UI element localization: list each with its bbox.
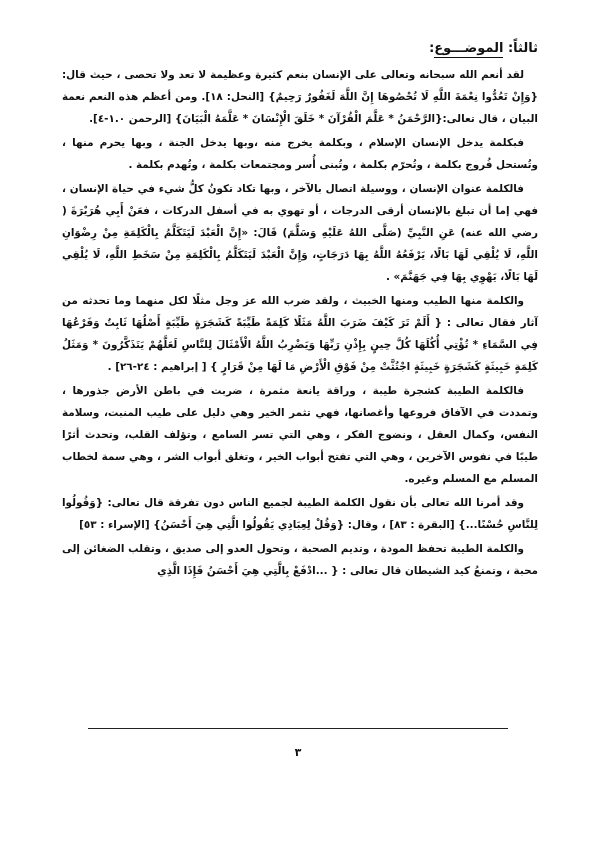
section-number: ثالثاً	[513, 41, 538, 56]
footer-divider	[88, 728, 508, 729]
section-heading	[62, 38, 538, 60]
page-number: ٣	[294, 746, 302, 759]
paragraph-power-of-word: فبكلمة يدخل الإنسان الإسلام ، وبكلمة يخرج منه ،وبها يدخل الجنة ، وبها يحرم منها ، وتُستحل فُروج بكلمة ، وتُحرّم بكلمة ، وتُبنى أُسر ومجتمعات بكلمة ، وتُهدم بكلمة .	[62, 137, 538, 171]
paragraph-preserves-affection: والكلمة الطيبة تحفظ المودة ، وتديم الصحبة ، وتحول العدو إلى صديق ، وتقلب الضغائن إلى محبة ، وتمنعُ كيد الشيطان قال تعالى : { ...ادْفَعْ بِالَّتِي هِيَ أَحْسَنُ فَإِذَا الَّذِي	[62, 543, 538, 577]
heading-colon: :	[507, 41, 514, 56]
paragraph-good-and-evil-word: والكلمة منها الطيب ومنها الخبيث ، ولقد ضرب الله عز وجل مثلًا لكل منهما وما تحدثه من آثار فقال تعالى : { أَلَمْ تَرَ كَيْفَ ضَرَبَ اللَّهُ مَثَلًا كَلِمَةً طَيِّبَةً كَشَجَرَةٍ طَيِّبَةٍ أَصْلُهَا ثَابِتٌ وَفَرْعُهَا فِي السَّمَاءِ * تُؤْتِي أُكُلَهَا كُلَّ حِينٍ بِإِذْنِ رَبِّهَا وَيَضْرِبُ اللَّهُ الْأَمْثَالَ لِلنَّاسِ لَعَلَّهُمْ يَتَذَكَّرُونَ * وَمَثَلُ كَلِمَةٍ خَبِيثَةٍ كَشَجَرَةٍ خَبِيثَةٍ اجْتُثَّتْ مِنْ فَوْقِ الْأَرْضِ مَا لَهَا مِنْ قَرَارٍ } [ إبراهيم : ٢٤-٢٦] .	[62, 295, 538, 373]
section-topic: الموضـــوع	[434, 41, 504, 56]
heading-colon-end: :	[429, 41, 435, 56]
paragraph-word-identity: فالكلمة عنوان الإنسان ، ووسيلة اتصال بالآخر ، وبها تكاد تكونُ كلُّ شيء في حياة الإنسان ، فهي إما أن تبلغ بالإنسان أرقى الدرجات ، أو تهوي به في أسفل الدركات ، فعَنْ أَبِي هُرَيْرَةَ ( رضي الله عنه) عَنِ النَّبِيِّ (صَلَّى اللهُ عَلَيْهِ وَسَلَّمَ) قَالَ: «إِنَّ الْعَبْدَ لَيَتَكَلَّمُ بِالْكَلِمَةِ مِنْ رِضْوَانِ اللَّهِ، لَا يُلْقِي لَهَا بَالًا، يَرْفَعُهُ اللَّهُ بِهَا دَرَجَاتٍ، وَإِنَّ الْعَبْدَ لَيَتَكَلَّمُ بِالْكَلِمَةِ مِنْ سَخَطِ اللَّهِ، لَا يُلْقِي لَهَا بَالًا، يَهْوِي بِهَا فِي جَهَنَّمَ» .	[62, 183, 538, 283]
paragraph-blessings: لقد أنعم الله سبحانه وتعالى على الإنسان بنعم كثيرة وعظيمة لا تعد ولا تحصى ، حيث قال:{وَإِنْ تَعُدُّوا نِعْمَةَ اللَّهِ لَا تُحْصُوهَا إِنَّ اللَّهَ لَغَفُورٌ رَحِيمٌ} [النحل: ١٨]. ومن أعظم هذه النعم نعمة البيان ، قال تعالى:{الرَّحْمَنُ * عَلَّمَ الْقُرْآنَ * خَلَقَ الْإِنْسَانَ * عَلَّمَهُ الْبَيَانَ} [الرحمن ١.٠-٤].	[62, 69, 538, 125]
paragraph-good-tree: فالكلمة الطيبة كشجرة طيبة ، وراقة يانعة مثمرة ، ضربت في باطن الأرض جذورها ، وتمددت في الآفاق فروعها وأغصانها، فهي تثمر الخير وهي دليل على طيب المنبت، وسلامة النفس، وكمال العقل ، ونضوج الفكر ، وهي التي تسر السامع ، وتؤلف القلب، وتحدث أثرًا طيبًا في نفوس الآخرين ، وهي التي تفتح أبواب الخير ، وتغلق أبواب الشر ، وهي سمة لخطاب المسلم مع المسلم وغيره.	[62, 385, 538, 485]
paragraph-command-good-speech: وقد أمرنا الله تعالى بأن نقول الكلمة الطيبة لجميع الناس دون تفرقة قال تعالى: {وَقُولُوا لِلنَّاسِ حُسْنًا...} [البقرة : ٨٣] ، وقال: {وَقُلْ لِعِبَادِي يَقُولُوا الَّتِي هِيَ أَحْسَنُ} [الإسراء : ٥٣]	[62, 497, 538, 531]
document-body	[62, 38, 538, 584]
